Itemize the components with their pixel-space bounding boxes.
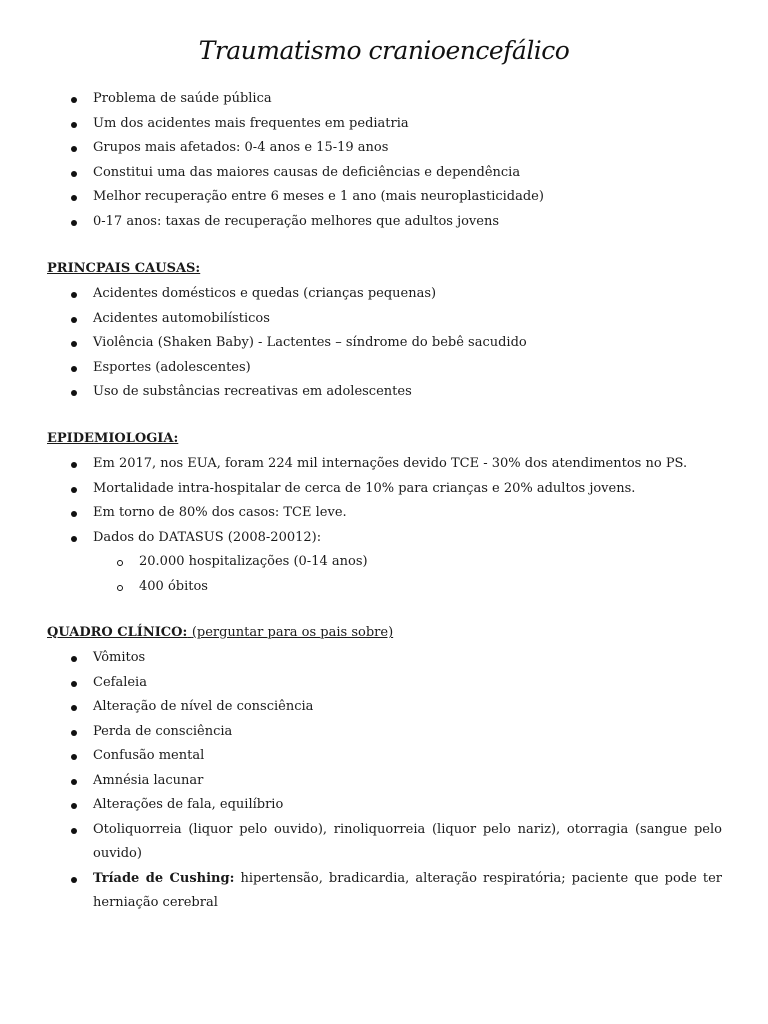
- triade-lead: Tríade de Cushing:: [93, 870, 235, 886]
- causas-list: [0, 282, 768, 405]
- bullet-icon: [71, 536, 77, 542]
- list-item: Problema de saúde pública: [0, 87, 768, 112]
- bullet-icon: [71, 828, 77, 834]
- bullet-icon: [71, 779, 77, 785]
- bullet-icon: [71, 195, 77, 201]
- list-item: Em torno de 80% dos casos: TCE leve.: [0, 501, 768, 526]
- intro-list: [0, 87, 768, 234]
- list-item: Amnésia lacunar: [0, 769, 768, 794]
- bullet-icon: [71, 292, 77, 298]
- bullet-icon: [71, 511, 77, 517]
- bullet-icon: [71, 754, 77, 760]
- list-item: Cefaleia: [0, 671, 768, 696]
- list-item: Uso de substâncias recreativas em adolescentes: [0, 380, 768, 405]
- sub-bullet-icon: [117, 560, 123, 566]
- section-heading-epidemiologia: EPIDEMIOLOGIA:: [47, 431, 179, 446]
- list-item: Melhor recuperação entre 6 meses e 1 ano (mais neuroplasticidade): [0, 185, 768, 210]
- list-item: Um dos acidentes mais frequentes em pediatria: [0, 112, 768, 137]
- page-title: Traumatismo cranioencefálico: [198, 36, 570, 65]
- list-item: Constitui uma das maiores causas de deficiências e dependência: [0, 161, 768, 186]
- bullet-icon: [71, 317, 77, 323]
- bullet-icon: [71, 146, 77, 152]
- list-item: 0-17 anos: taxas de recuperação melhores que adultos jovens: [0, 210, 768, 235]
- list-item: [0, 867, 768, 916]
- list-item: Violência (Shaken Baby) - Lactentes – síndrome do bebê sacudido: [0, 331, 768, 356]
- section-note: (perguntar para os pais sobre): [191, 625, 394, 640]
- sub-list-item: 20.000 hospitalizações (0-14 anos): [0, 550, 722, 575]
- bullet-icon: [71, 97, 77, 103]
- sub-list-item: 400 óbitos: [0, 575, 722, 600]
- section-heading-causas: PRINCPAIS CAUSAS:: [47, 261, 201, 276]
- bullet-icon: [71, 656, 77, 662]
- bullet-icon: [71, 877, 77, 883]
- list-item: Acidentes domésticos e quedas (crianças pequenas): [0, 282, 768, 307]
- bullet-icon: [71, 803, 77, 809]
- list-item: Acidentes automobilísticos: [0, 307, 768, 332]
- bullet-icon: [71, 462, 77, 468]
- bullet-icon: [71, 122, 77, 128]
- list-item: Confusão mental: [0, 744, 768, 769]
- bullet-icon: [71, 220, 77, 226]
- bullet-icon: [71, 487, 77, 493]
- list-item: Perda de consciência: [0, 720, 768, 745]
- bullet-icon: [71, 171, 77, 177]
- triade-text: hipertensão, bradicardia, alteração respiratória; paciente que pode ter herniação cerebral: [93, 870, 723, 910]
- epidemiologia-list: [0, 452, 768, 599]
- bullet-icon: [71, 681, 77, 687]
- list-item: Alteração de nível de consciência: [0, 695, 768, 720]
- list-item: Otoliquorreia (liquor pelo ouvido), rinoliquorreia (liquor pelo nariz), otorragia (sangue pelo ouvido): [0, 818, 768, 867]
- list-item: Grupos mais afetados: 0-4 anos e 15-19 anos: [0, 136, 768, 161]
- list-item: Esportes (adolescentes): [0, 356, 768, 381]
- bullet-icon: [71, 390, 77, 396]
- quadro-list: [0, 646, 768, 916]
- sub-bullet-icon: [117, 585, 123, 591]
- bullet-icon: [71, 730, 77, 736]
- section-heading-quadro: QUADRO CLÍNICO: (perguntar para os pais sobre): [47, 625, 394, 640]
- bullet-icon: [71, 341, 77, 347]
- bullet-icon: [71, 705, 77, 711]
- list-item: Dados do DATASUS (2008-20012): 20.000 hospitalizações (0-14 anos) 400 óbitos: [0, 526, 768, 600]
- list-item: Em 2017, nos EUA, foram 224 mil internações devido TCE - 30% dos atendimentos no PS.: [0, 452, 768, 477]
- list-item: Alterações de fala, equilíbrio: [0, 793, 768, 818]
- bullet-icon: [71, 366, 77, 372]
- list-item: Vômitos: [0, 646, 768, 671]
- list-item: Mortalidade intra-hospitalar de cerca de 10% para crianças e 20% adultos jovens.: [0, 477, 768, 502]
